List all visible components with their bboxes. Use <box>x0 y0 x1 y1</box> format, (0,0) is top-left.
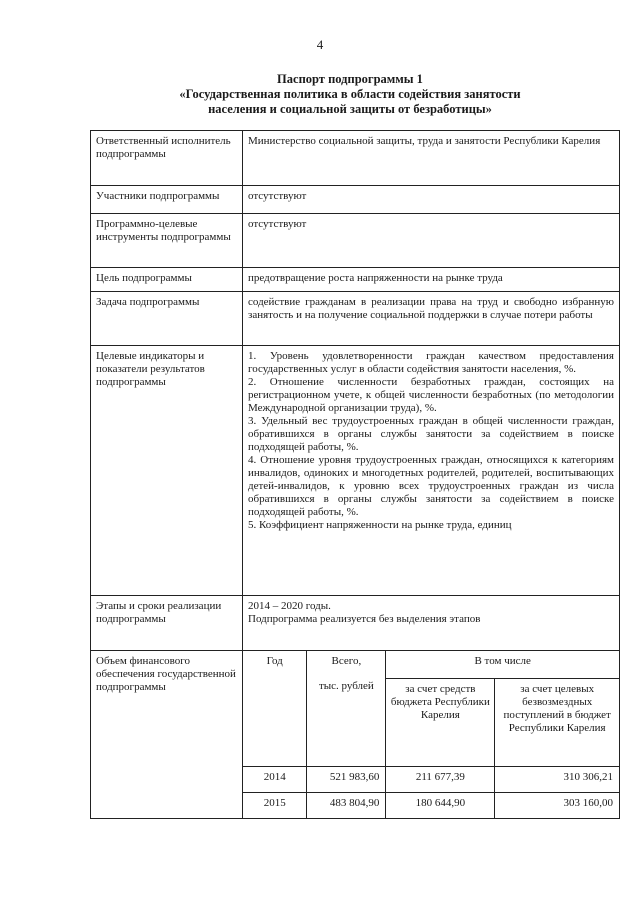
instruments-value: отсутствуют <box>243 214 620 268</box>
stages-value <box>243 596 620 651</box>
finance-grants: 310 306,21 <box>495 766 619 792</box>
indicator-item: 4. Отношение уровня трудоустроенных граждан, относящихся к категориям инвалидов, одиноких и многодетных родителей, родителей, воспитывающих детей-инвалидов, к уровню всех трудоустроенных граждан из числа обратившихся в органы службы занятости за содействием в поиске подходящей работы, %. <box>248 454 614 518</box>
row-executor <box>91 131 620 186</box>
row-task <box>91 292 620 346</box>
row-finance <box>91 651 620 819</box>
finance-data-row <box>243 766 619 792</box>
finance-total: 521 983,60 <box>307 766 386 792</box>
finance-header-including: В том числе <box>386 651 619 678</box>
finance-header-grants: за счет целевых безвозмездных поступлений в бюджет Республики Карелия <box>495 678 619 766</box>
indicator-item: 5. Коэффициент напряженности на рынке труда, единиц <box>248 519 512 531</box>
executor-value: Министерство социальной защиты, труда и занятости Республики Карелия <box>243 131 620 186</box>
passport-table <box>90 130 620 819</box>
finance-total: 483 804,90 <box>307 792 386 818</box>
row-instruments <box>91 214 620 268</box>
finance-header-row <box>243 651 619 678</box>
row-indicators <box>91 346 620 596</box>
finance-header-total <box>307 651 386 766</box>
stages-line-2: Подпрограмма реализуется без выделения этапов <box>248 613 481 625</box>
indicators-label: Целевые индикаторы и показатели результатов подпрограммы <box>91 346 243 596</box>
indicator-item: 3. Удельный вес трудоустроенных граждан в общей численности граждан, обратившихся в органы службы занятости за содействием в поиске подходящей работы, %. <box>248 415 614 453</box>
stages-label: Этапы и сроки реализации подпрограммы <box>91 596 243 651</box>
title-line-1: Паспорт подпрограммы 1 <box>277 72 423 86</box>
task-value: содействие гражданам в реализации права на труд и свободно избранную занятость и на получение социальной поддержки в случае потери работы <box>243 292 620 346</box>
finance-header-total-line-1: Всего, <box>331 655 362 667</box>
goal-label: Цель подпрограммы <box>91 268 243 292</box>
document-title <box>60 72 640 117</box>
finance-budget: 180 644,90 <box>386 792 495 818</box>
finance-year: 2015 <box>243 792 307 818</box>
goal-value: предотвращение роста напряженности на рынке труда <box>243 268 620 292</box>
finance-table <box>243 651 619 818</box>
indicator-item: 1. Уровень удовлетворенности граждан качеством предоставления государственных услуг в области содействия занятости населения, %. <box>248 350 614 375</box>
indicator-item: 2. Отношение численности безработных граждан, состоящих на регистрационном учете, к общей численности безработных (по методологии Международной организации труда), %. <box>248 376 614 414</box>
title-line-3: населения и социальной защиты от безработицы» <box>208 102 492 116</box>
finance-grants: 303 160,00 <box>495 792 619 818</box>
finance-year: 2014 <box>243 766 307 792</box>
page-number: 4 <box>316 37 324 52</box>
participants-label: Участники подпрограммы <box>91 186 243 214</box>
stages-line-1: 2014 – 2020 годы. <box>248 600 331 612</box>
row-goal <box>91 268 620 292</box>
finance-budget: 211 677,39 <box>386 766 495 792</box>
row-stages <box>91 596 620 651</box>
participants-value: отсутствуют <box>243 186 620 214</box>
finance-header-total-line-2: тыс. рублей <box>318 680 374 692</box>
finance-header-budget: за счет средств бюджета Республики Карелия <box>386 678 495 766</box>
executor-label: Ответственный исполнитель подпрограммы <box>91 131 243 186</box>
instruments-label: Программно-целевые инструменты подпрограммы <box>91 214 243 268</box>
finance-header-year: Год <box>243 651 307 766</box>
indicators-value <box>243 346 620 596</box>
finance-label: Объем финансового обеспечения государственной подпрограммы <box>91 651 243 819</box>
title-line-2: «Государственная политика в области содействия занятости <box>179 87 521 101</box>
task-label: Задача подпрограммы <box>91 292 243 346</box>
finance-data-row <box>243 792 619 818</box>
finance-value <box>243 651 620 819</box>
row-participants <box>91 186 620 214</box>
